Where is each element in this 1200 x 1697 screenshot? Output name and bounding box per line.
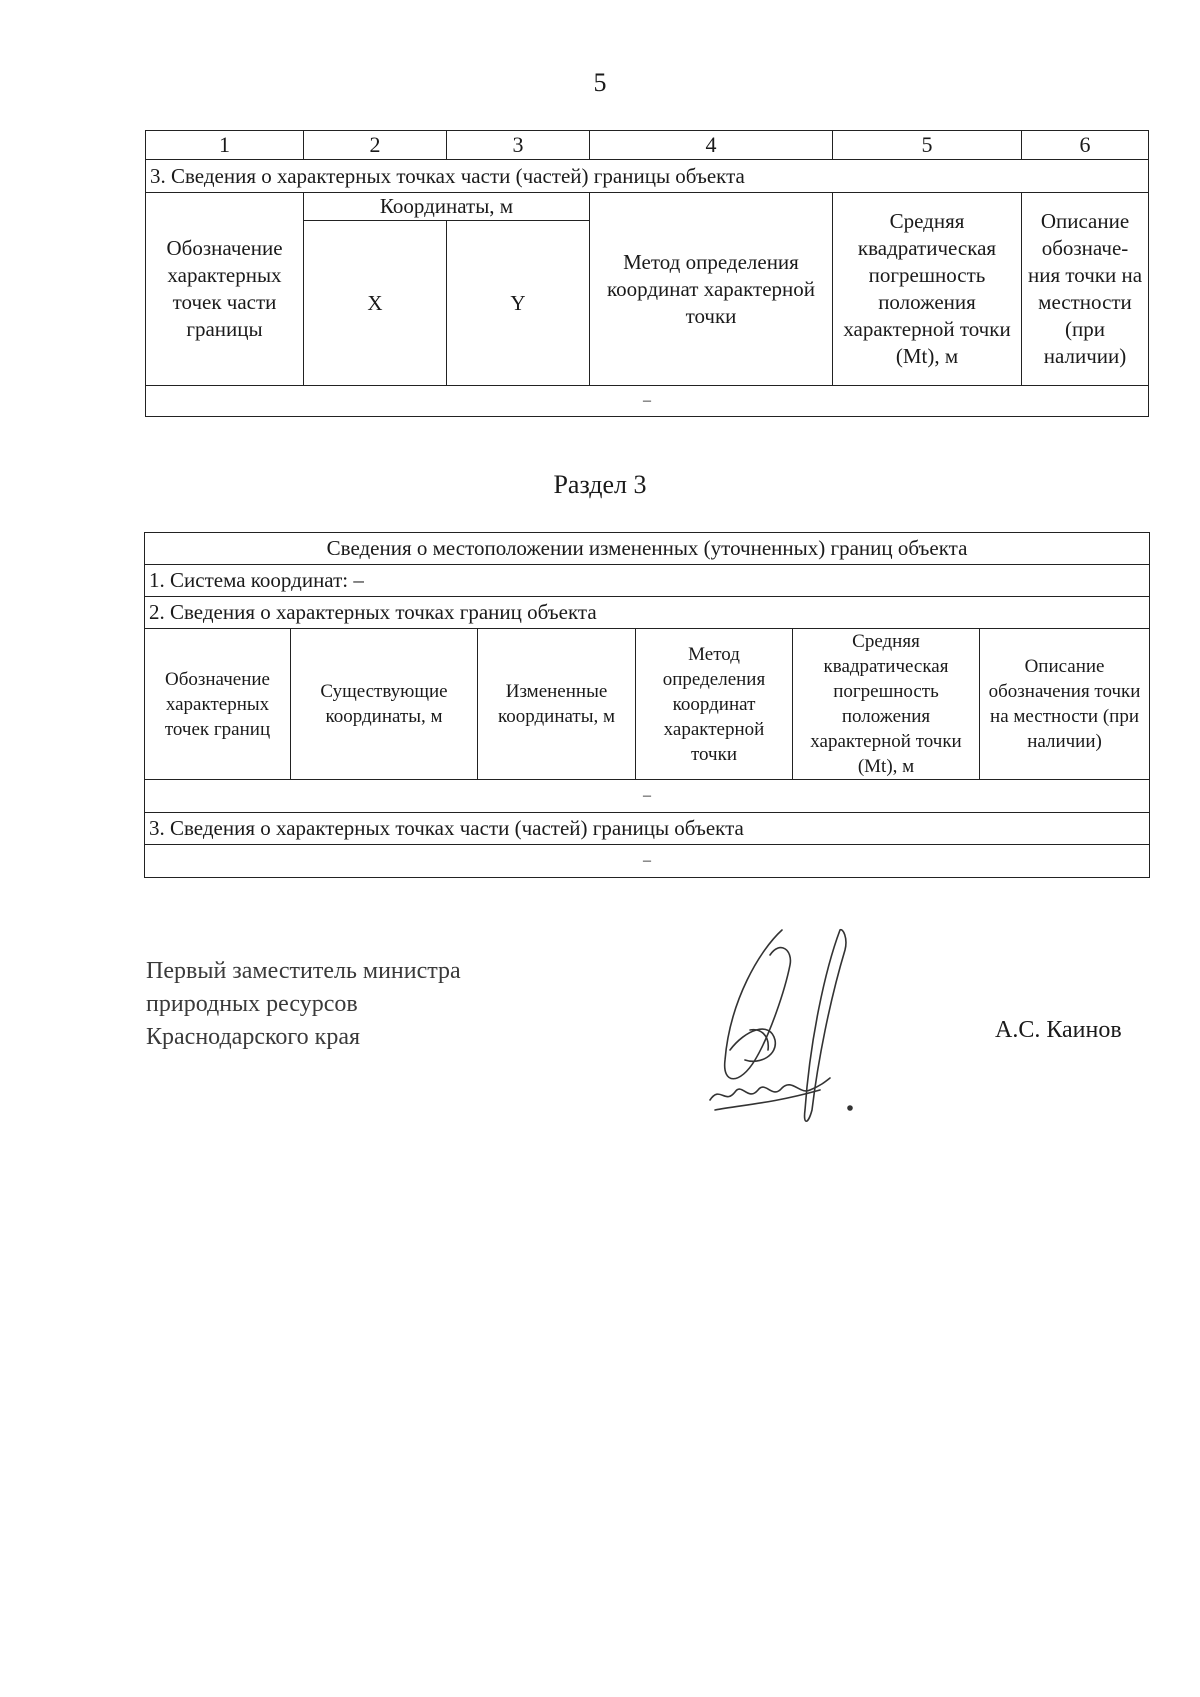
empty-row-value: – — [145, 845, 1150, 878]
header-description: Описание обозначения точки на местности (при наличии) — [980, 629, 1150, 780]
header-description: Описание обозначе-ния точки на местности (при наличии) — [1022, 193, 1149, 386]
handwritten-signature — [700, 910, 900, 1140]
header-designation: Обозначение характерных точек части границы — [146, 193, 304, 386]
signatory-position — [146, 955, 461, 1054]
header-method: Метод определения координат характерной точки — [590, 193, 833, 386]
coordinate-system: 1. Система координат: – — [145, 565, 1150, 597]
column-number: 6 — [1022, 131, 1149, 160]
signer-name: А.С. Каинов — [995, 1017, 1122, 1043]
header-changed-coordinates: Измененные координаты, м — [478, 629, 636, 780]
section-title: Раздел 3 — [553, 470, 647, 499]
position-line: Краснодарского края — [146, 1024, 361, 1050]
column-number-row — [146, 131, 1149, 160]
page-number: 5 — [593, 68, 607, 97]
header-error: Средняя квадратическая погрешность положения характерной точки (Mt), м — [833, 193, 1022, 386]
column-number: 4 — [590, 131, 833, 160]
column-number: 3 — [447, 131, 590, 160]
header-designation: Обозначение характерных точек границ — [145, 629, 291, 780]
empty-row-value: – — [146, 386, 1149, 417]
table-title: Сведения о местоположении измененных (уточненных) границ объекта — [145, 533, 1150, 565]
characteristic-points-table — [145, 130, 1149, 417]
changed-boundaries-table — [144, 532, 1150, 878]
position-line: природных ресурсов — [146, 991, 358, 1017]
header-existing-coordinates: Существующие координаты, м — [291, 629, 478, 780]
header-coordinates: Координаты, м — [304, 193, 590, 221]
parts-heading: 3. Сведения о характерных точках части (частей) границы объекта — [145, 813, 1150, 845]
table-subtitle: 3. Сведения о характерных точках части (частей) границы объекта — [146, 160, 1149, 193]
header-error: Средняя квадратическая погрешность положения характерной точки (Mt), м — [793, 629, 980, 780]
header-method: Метод определения координат характерной точки — [636, 629, 793, 780]
empty-row-value: – — [145, 780, 1150, 813]
header-x: X — [304, 221, 447, 386]
column-number: 5 — [833, 131, 1022, 160]
header-y: Y — [447, 221, 590, 386]
column-number: 1 — [146, 131, 304, 160]
points-heading: 2. Сведения о характерных точках границ объекта — [145, 597, 1150, 629]
column-number: 2 — [304, 131, 447, 160]
position-line: Первый заместитель министра — [146, 958, 461, 984]
